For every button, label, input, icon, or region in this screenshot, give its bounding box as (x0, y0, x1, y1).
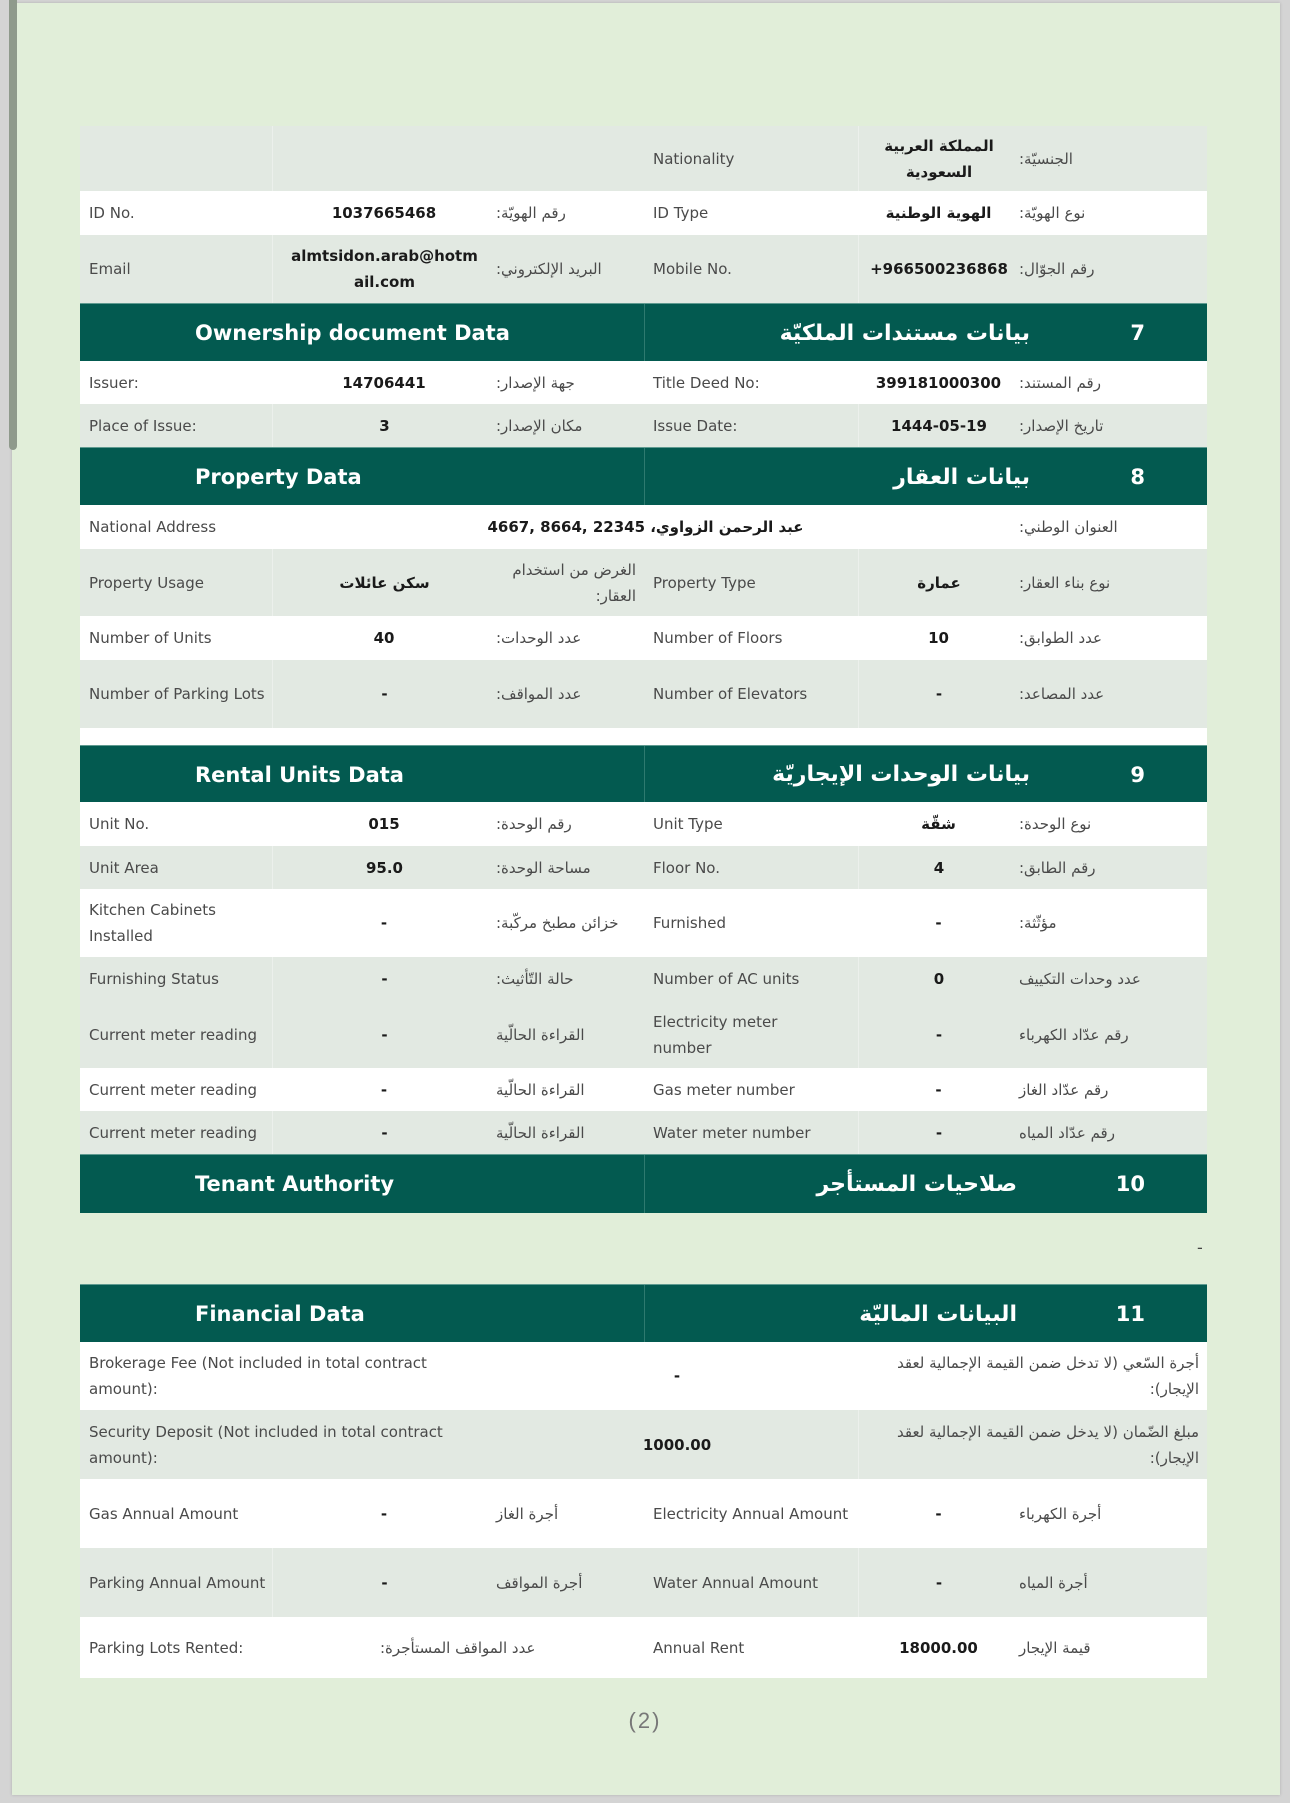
gas-meter-label-en: Gas meter number (653, 1080, 795, 1099)
ac-units-label-en: Number of AC units (653, 970, 800, 988)
table-row-parking (80, 660, 1207, 728)
vertical-scrollbar[interactable] (9, 0, 17, 450)
national-address-label-en: National Address (89, 518, 217, 536)
nationality-label-en: Nationality (653, 149, 735, 168)
email-label-en: Email (89, 260, 131, 278)
issuer-label-en: Issuer: (89, 373, 139, 392)
security-label-en: Security Deposit (Not included in total contract amount): (89, 1422, 443, 1467)
table-row-nationality (80, 126, 1207, 191)
furnishing-status-label-ar: حالة التّأثيث: (496, 970, 574, 988)
annual-rent-label-ar: قيمة الإيجار (1019, 1638, 1091, 1657)
table-row-parking-rented (80, 1617, 1207, 1678)
table-row-security-deposit (80, 1410, 1207, 1479)
section-header-property (80, 447, 1207, 506)
place-of-issue-label-en: Place of Issue: (89, 416, 197, 435)
section-number: 9 (1130, 762, 1145, 787)
section-title-en: Property Data (195, 465, 362, 489)
annual-rent-label-en: Annual Rent (653, 1638, 745, 1657)
elec-meter-label-ar: رقم عدّاد الكهرباء (1019, 1025, 1129, 1044)
water-annual-label-en: Water Annual Amount (653, 1573, 818, 1592)
unit-area-label-en: Unit Area (89, 858, 159, 877)
parking-rented-label-ar: عدد المواقف المستأجرة: (380, 1638, 536, 1657)
section-header-financial (80, 1284, 1207, 1343)
section-header-tenant-authority (80, 1154, 1207, 1213)
parking-annual-value: - (272, 1548, 496, 1617)
section-title-ar: صلاحيات المستأجر (816, 1171, 1017, 1197)
furnished-label-ar: مؤثّثة: (1019, 914, 1057, 932)
elec-meter-label-en: Electricity meter number (653, 1012, 778, 1057)
empty-cell (496, 126, 644, 191)
section-header-ownership (80, 303, 1207, 362)
usage-label-en: Property Usage (89, 573, 204, 592)
section-header-rental (80, 745, 1207, 803)
section-title-ar: بيانات الوحدات الإيجاريّة (772, 762, 1030, 787)
gas-annual-label-ar: أجرة الغاز (496, 1504, 559, 1523)
header-divider (644, 1155, 645, 1213)
unit-no-label-ar: رقم الوحدة: (496, 815, 572, 833)
water-reading-label-en: Current meter reading (89, 1123, 257, 1142)
usage-label-ar: الغرض من استخدام العقار: (512, 560, 636, 605)
water-reading-value: - (272, 1111, 496, 1154)
brokerage-label-en: Brokerage Fee (Not included in total contract amount): (89, 1354, 427, 1398)
elec-reading-value: - (272, 1001, 496, 1068)
table-row-email (80, 235, 1207, 303)
issue-date-label-ar: تاريخ الإصدار: (1019, 416, 1104, 435)
table-row-id (80, 191, 1207, 235)
kitchen-label-ar: خزائن مطبخ مركّبة: (496, 914, 619, 932)
water-meter-label-en: Water meter number (653, 1123, 811, 1142)
unit-type-value: شقّة (921, 815, 956, 833)
issue-date-value: 1444-05-19 (858, 404, 1019, 447)
gas-reading-value: - (380, 1080, 388, 1099)
usage-value: سكن عائلات (272, 549, 496, 616)
place-of-issue-label-ar: مكان الإصدار: (496, 416, 583, 435)
section-number: 7 (1130, 321, 1145, 345)
section-number: 8 (1130, 465, 1145, 489)
furnished-label-en: Furnished (653, 914, 726, 932)
parking-annual-label-en: Parking Annual Amount (89, 1573, 266, 1592)
header-divider (644, 746, 645, 803)
elec-annual-label-ar: أجرة الكهرباء (1019, 1504, 1102, 1523)
email-label-ar: البريد الإلكتروني: (496, 260, 602, 278)
issuer-value: 14706441 (342, 373, 426, 392)
unit-no-label-en: Unit No. (89, 815, 150, 833)
title-deed-label-en: Title Deed No: (653, 373, 760, 392)
table-row-gas-annual (80, 1479, 1207, 1548)
security-label-ar: مبلغ الضّمان (لا يدخل ضمن القيمة الإجمالية لعقد الإيجار): (858, 1410, 1207, 1479)
mobile-label-en: Mobile No. (653, 260, 732, 278)
units-label-ar: عدد الوحدات: (496, 629, 582, 647)
section-title-ar: بيانات العقار (893, 464, 1030, 490)
table-row-property-usage (80, 549, 1207, 616)
id-type-label-en: ID Type (653, 204, 709, 222)
furnished-value: - (935, 914, 942, 932)
table-row-electricity-meter (80, 1001, 1207, 1068)
units-value: 40 (373, 629, 395, 647)
furnishing-status-value: - (272, 957, 496, 1001)
table-row-water-meter (80, 1111, 1207, 1154)
national-address-label-ar: العنوان الوطني: (1019, 518, 1118, 536)
unit-area-label-ar: مساحة الوحدة: (496, 858, 591, 877)
empty-cell (272, 126, 496, 191)
gas-annual-label-en: Gas Annual Amount (89, 1504, 239, 1523)
furnishing-status-label-en: Furnishing Status (89, 970, 219, 988)
type-label-en: Property Type (653, 573, 756, 592)
page-number: (2) (628, 1708, 662, 1733)
brokerage-label-ar: أجرة السّعي (لا تدخل ضمن القيمة الإجمالية لعقد الإيجار): (897, 1354, 1199, 1398)
section-number: 11 (1115, 1302, 1145, 1326)
section-title-en: Tenant Authority (195, 1172, 395, 1196)
parking-label-en: Number of Parking Lots (89, 685, 265, 703)
elec-reading-label-ar: القراءة الحالّية (496, 1025, 585, 1044)
section-title-en: Ownership document Data (195, 321, 510, 345)
unit-type-label-en: Unit Type (653, 815, 723, 833)
id-no-value: 1037665468 (331, 204, 437, 222)
nationality-value: المملكة العربية السعودية (858, 126, 1019, 191)
table-row-issuer (80, 361, 1207, 404)
ac-units-value: 0 (858, 957, 1019, 1001)
security-value: 1000.00 (642, 1435, 712, 1454)
floors-label-en: Number of Floors (653, 629, 783, 647)
elec-annual-value: - (935, 1504, 942, 1523)
floor-no-value: 4 (858, 846, 1019, 889)
table-row-unit-no (80, 802, 1207, 846)
gas-reading-label-ar: القراءة الحالّية (496, 1080, 585, 1099)
header-divider (644, 1285, 645, 1343)
parking-label-ar: عدد المواقف: (496, 685, 582, 703)
water-meter-label-ar: رقم عدّاد المياه (1019, 1123, 1115, 1142)
table-row-units (80, 616, 1207, 660)
issue-date-label-en: Issue Date: (653, 416, 738, 435)
table-row-unit-area (80, 846, 1207, 889)
units-label-en: Number of Units (89, 629, 212, 647)
section-title-en: Financial Data (195, 1302, 365, 1326)
water-reading-label-ar: القراءة الحالّية (496, 1123, 585, 1142)
spacer-row (80, 728, 1207, 745)
header-divider (644, 304, 645, 362)
elevators-label-en: Number of Elevators (653, 685, 808, 703)
water-annual-label-ar: أجرة المياه (1019, 1573, 1088, 1592)
issuer-label-ar: جهة الإصدار: (496, 373, 575, 392)
title-deed-label-ar: رقم المستند: (1019, 373, 1101, 392)
parking-value: - (272, 660, 496, 728)
type-value: عمارة (858, 549, 1019, 616)
ac-units-label-ar: عدد وحدات التكييف (1019, 970, 1141, 988)
table-row-furnishing-status (80, 957, 1207, 1001)
empty-cell (80, 126, 272, 191)
unit-area-value: 95.0 (272, 846, 496, 889)
unit-type-label-ar: نوع الوحدة: (1019, 815, 1092, 833)
section-title-ar: بيانات مستندات الملكيّة (779, 320, 1030, 346)
mobile-label-ar: رقم الجوّال: (1019, 260, 1095, 278)
parking-annual-label-ar: أجرة المواقف (496, 1573, 583, 1592)
elevators-label-ar: عدد المصاعد: (1019, 685, 1105, 703)
brokerage-value: - (673, 1367, 681, 1385)
kitchen-label-en: Kitchen Cabinets Installed (89, 901, 216, 945)
section-title-en: Rental Units Data (195, 762, 404, 787)
floor-no-label-en: Floor No. (653, 858, 720, 877)
title-deed-value: 399181000300 (875, 373, 1002, 392)
water-annual-value: - (858, 1548, 1019, 1617)
id-no-label-en: ID No. (89, 204, 135, 222)
gas-meter-value: - (935, 1080, 942, 1099)
kitchen-value: - (380, 914, 388, 932)
type-label-ar: نوع بناء العقار: (1019, 573, 1111, 592)
gas-annual-value: - (380, 1504, 388, 1523)
floors-label-ar: عدد الطوابق: (1019, 629, 1102, 647)
email-value: almtsidon.arab@hotmail.com (272, 235, 496, 303)
table-row-national-address (80, 505, 1207, 549)
tenant-authority-content: - (1197, 1238, 1203, 1257)
elec-meter-value: - (858, 1001, 1019, 1068)
unit-no-value: 015 (368, 815, 400, 833)
elevators-value: - (858, 660, 1019, 728)
table-row-parking-annual (80, 1548, 1207, 1617)
table-row-kitchen (80, 889, 1207, 957)
floors-value: 10 (928, 629, 949, 647)
elec-reading-label-en: Current meter reading (89, 1025, 257, 1044)
place-of-issue-value: 3 (272, 404, 496, 447)
header-divider (644, 448, 645, 506)
water-meter-value: - (858, 1111, 1019, 1154)
gas-meter-label-ar: رقم عدّاد الغاز (1019, 1080, 1109, 1099)
annual-rent-value: 18000.00 (899, 1638, 978, 1657)
section-number: 10 (1115, 1172, 1145, 1196)
elec-annual-label-en: Electricity Annual Amount (653, 1504, 849, 1523)
table-row-gas-meter (80, 1068, 1207, 1111)
national-address-value: عبد الرحمن الزواوي، 22345 ,8664 ,4667 (487, 518, 804, 536)
mobile-value: +966500236868 (858, 235, 1019, 303)
id-type-label-ar: نوع الهويّة: (1019, 204, 1086, 222)
gas-reading-label-en: Current meter reading (89, 1080, 257, 1099)
table-row-brokerage (80, 1342, 1207, 1410)
nationality-label-ar: الجنسيّة: (1019, 149, 1073, 168)
section-title-ar: البيانات الماليّة (859, 1301, 1017, 1327)
id-no-label-ar: رقم الهويّة: (496, 204, 566, 222)
parking-rented-label-en: Parking Lots Rented: (89, 1638, 244, 1657)
floor-no-label-ar: رقم الطابق: (1019, 858, 1096, 877)
id-type-value: الهوية الوطنية (885, 204, 992, 222)
table-row-place-of-issue (80, 404, 1207, 447)
